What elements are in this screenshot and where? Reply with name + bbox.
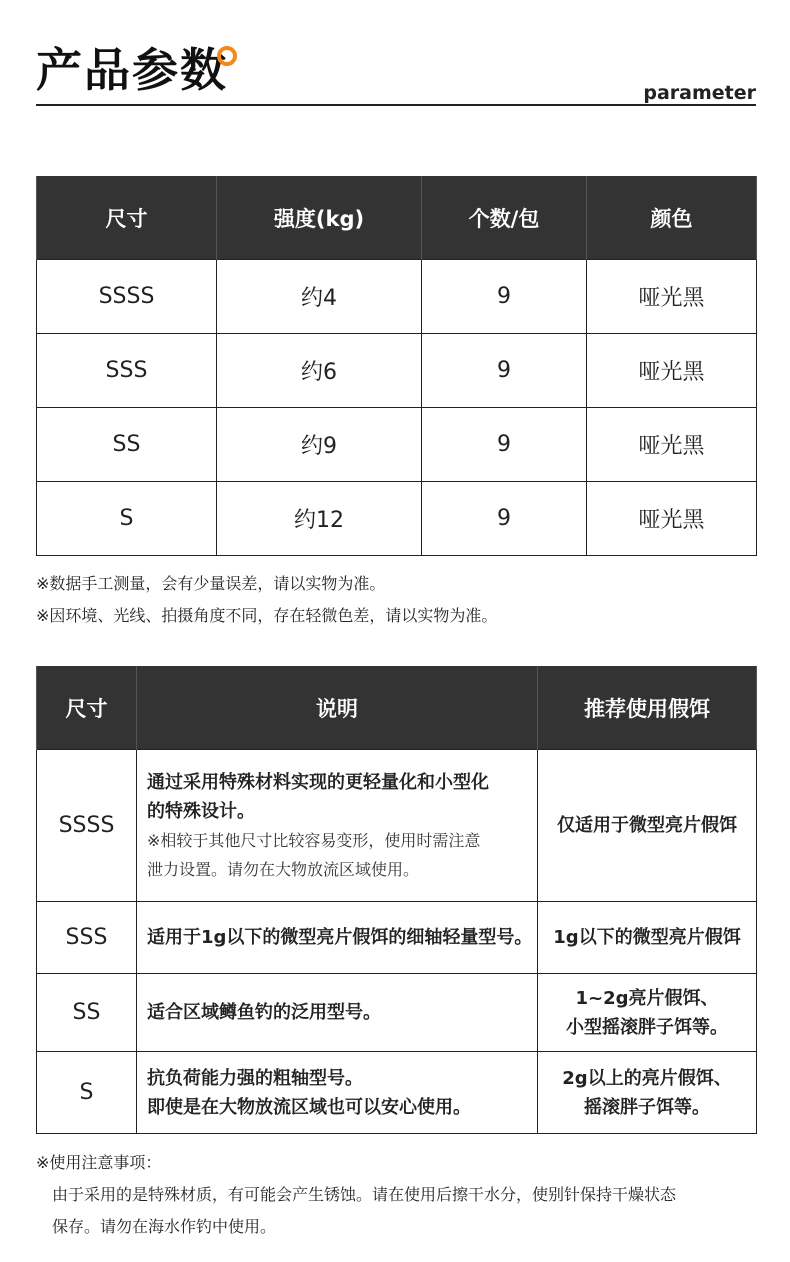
cell-size: SS — [37, 974, 137, 1052]
usage-header-desc: 说明 — [137, 666, 538, 750]
lure-line: 摇滚胖子饵等。 — [584, 1096, 710, 1118]
ring-decoration-icon — [217, 46, 237, 66]
usage-line: 由于采用的是特殊材质，有可能会产生锈蚀。请在使用后擦干水分，使别针保持干燥状态 — [52, 1185, 677, 1204]
cell-lure — [538, 974, 757, 1052]
desc-line: 抗负荷能力强的粗轴型号。 — [147, 1067, 363, 1089]
table-row — [37, 334, 757, 408]
cell-strength: 约12 — [217, 482, 422, 556]
note-measurement: ※数据手工测量，会有少量误差，请以实物为准。 — [36, 574, 386, 593]
table-row — [37, 902, 757, 974]
spec-header-strength: 强度(kg) — [217, 176, 422, 260]
table-row — [37, 482, 757, 556]
usage-header-lure: 推荐使用假饵 — [538, 666, 757, 750]
note-color: ※因环境、光线、拍摄角度不同，存在轻微色差，请以实物为准。 — [36, 606, 498, 625]
cell-color: 哑光黑 — [587, 408, 757, 482]
cell-size: S — [37, 1052, 137, 1134]
cell-size: S — [37, 482, 217, 556]
cell-size: SSS — [37, 902, 137, 974]
table-row — [37, 408, 757, 482]
page-title: 产品参数 — [36, 43, 228, 97]
cell-lure — [538, 1052, 757, 1134]
table-row — [37, 260, 757, 334]
lure-line: 1g以下的微型亮片假饵 — [553, 927, 741, 948]
usage-table — [36, 666, 757, 1134]
cell-count: 9 — [422, 260, 587, 334]
lure-line: 2g以上的亮片假饵、 — [562, 1067, 732, 1089]
desc-line: 适合区域鳟鱼钓的泛用型号。 — [147, 1002, 381, 1023]
cell-count: 9 — [422, 334, 587, 408]
desc-line: 通过采用特殊材料实现的更轻量化和小型化 — [147, 771, 489, 793]
cell-size: SSS — [37, 334, 217, 408]
usage-table-header-row — [37, 666, 757, 750]
spec-header-count: 个数/包 — [422, 176, 587, 260]
cell-desc — [137, 974, 538, 1052]
cell-color: 哑光黑 — [587, 260, 757, 334]
spec-table-header-row — [37, 176, 757, 260]
table-row — [37, 974, 757, 1052]
cell-size: SS — [37, 408, 217, 482]
cell-desc — [137, 902, 538, 974]
cell-desc — [137, 750, 538, 902]
cell-desc — [137, 1052, 538, 1134]
usage-title: ※使用注意事项： — [36, 1153, 162, 1172]
cell-strength: 约4 — [217, 260, 422, 334]
cell-count: 9 — [422, 408, 587, 482]
spec-table — [36, 176, 757, 556]
cell-color: 哑光黑 — [587, 334, 757, 408]
desc-note-line: ※相较于其他尺寸比较容易变形，使用时需注意 — [147, 830, 481, 850]
desc-line: 即使是在大物放流区域也可以安心使用。 — [147, 1096, 471, 1118]
cell-strength: 约9 — [217, 408, 422, 482]
usage-line: 保存。请勿在海水作钓中使用。 — [52, 1217, 277, 1236]
table-row — [37, 750, 757, 902]
cell-color: 哑光黑 — [587, 482, 757, 556]
usage-header-size: 尺寸 — [37, 666, 137, 750]
cell-lure — [538, 902, 757, 974]
header — [36, 40, 756, 107]
desc-line: 的特殊设计。 — [147, 800, 255, 822]
desc-note-line: 泄力设置。请勿在大物放流区域使用。 — [147, 859, 420, 879]
cell-strength: 约6 — [217, 334, 422, 408]
spec-header-size: 尺寸 — [37, 176, 217, 260]
lure-line: 1~2g亮片假饵、 — [575, 987, 719, 1009]
cell-size: SSSS — [37, 260, 217, 334]
lure-line: 小型摇滚胖子饵等。 — [566, 1016, 728, 1038]
cell-size: SSSS — [37, 750, 137, 902]
header-divider — [36, 104, 756, 106]
cell-count: 9 — [422, 482, 587, 556]
spec-header-color: 颜色 — [587, 176, 757, 260]
lure-line: 仅适用于微型亮片假饵 — [557, 815, 737, 836]
cell-lure — [538, 750, 757, 902]
desc-line: 适用于1g以下的微型亮片假饵的细轴轻量型号。 — [147, 927, 533, 948]
table-row — [37, 1052, 757, 1134]
page-subtitle: parameter — [643, 82, 756, 104]
